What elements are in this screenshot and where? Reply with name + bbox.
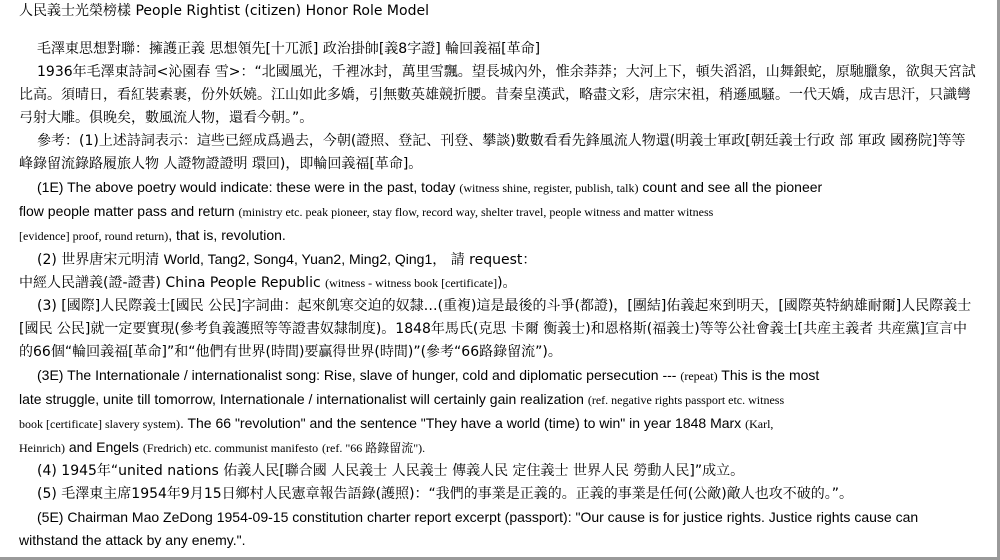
reference-1e-text-c: flow people matter pass and return xyxy=(19,203,235,219)
couplet-heading: 毛澤東思想對聯：擁護正義 思想領先[十兀派] 政治掛帥[義8字證] 輪回義福[革命] xyxy=(37,41,541,57)
reference-1e-note-b: (ministry etc. peak pioneer, stay flow, record way, shelter travel, people witness and matter witness xyxy=(238,205,714,219)
reference-3e-text-d: . The 66 "revolution" and the sentence "They have a world (time) to win" in year 1848 Marx xyxy=(179,415,742,431)
reference-4: (4) 1945年“united nations 佑義人民[聯合國 人民義士 人民義士 傳義人民 定住義士 世界人民 勞動人民]”成立。 xyxy=(37,463,745,479)
reference-3e-text-a: (3E) The Internationale / internationalist song: Rise, slave of hunger, cold and diplomatic persecution --- xyxy=(37,367,677,383)
reference-2 xyxy=(19,248,979,295)
reference-3e-text-b: This is the most xyxy=(721,367,820,383)
reference-3e-note-b: (ref. negative rights passport etc. witness xyxy=(587,393,785,407)
reference-3e-note-a: (repeat) xyxy=(680,369,718,383)
reference-3e-note-e: Heinrich) xyxy=(19,441,65,455)
reference-2-end: )。 xyxy=(497,275,517,291)
document-body xyxy=(19,38,979,552)
reference-3: (3) [國際]人民際義士[國民 公民]字詞曲：起來飢寒交迫的奴隸…(重複)這是最後的斗爭(都證)，[團結]佑義起來到明天，[國際英特納雄耐爾]人民際義士[國民 公民]就一定要實現(參考負義護照等等證書奴隸制度)。1848年馬氏(克思 卡爾 衡義士)和恩格斯(福義士)等等公社會義士[共産主義者 共産黨]宣言中的66個“輪回義福[革命]”和“他們有世界(時間)要贏得世界(時間)”(參考“66路錄留流”)。 xyxy=(19,298,972,360)
reference-2-request: 請 request： xyxy=(450,252,537,268)
reference-1e-text-b: count and see all the pioneer xyxy=(642,179,823,195)
reference-1e-note-c: [evidence] proof, round return) xyxy=(19,229,169,243)
reference-2-org: 中經人民譜義(證-證書) China People Republic xyxy=(19,275,321,291)
reference-3e-text-e: and Engels xyxy=(68,439,139,455)
reference-3e-note-g: (ref. "66 路錄留流"). xyxy=(322,441,426,455)
reference-2-note: (witness - witness book [certificate] xyxy=(325,276,498,290)
reference-3e-note-c: book [certificate] slavery system) xyxy=(19,417,180,431)
reference-5e: (5E) Chairman Mao ZeDong 1954-09-15 constitution charter report excerpt (passport): "Our cause is for justice rights. Justice rights cause can withstand the attack by any enemy.". xyxy=(19,509,919,548)
reference-1e-text-a: (1E) The above poetry would indicate: these were in the past, today xyxy=(37,179,456,195)
page-title: 人民義士光榮榜樣 People Rightist (citizen) Honor Role Model xyxy=(19,3,429,19)
reference-2-en: World, Tang2, Song4, Yuan2, Ming2, Qing1， xyxy=(163,251,447,267)
poem-1936: 1936年毛澤東詩詞<沁園春 雪>：“北國風光，千裡冰封，萬里雪飄。望長城內外，惟余莽莽；大河上下，頓失滔滔，山舞銀蛇，原馳臘象，欲與天宮試比高。須晴日，看紅裝素裹，份外妖嬈。江山如此多嬌，引無數英雄競折腰。昔秦皇漢武，略盡文彩，唐宗宋祖，稍遜風騷。一代天嬌，成吉思汗，只識彎弓射大雕。俱晚矣，數風流人物，還看今朝。”。 xyxy=(19,64,976,126)
reference-1e xyxy=(19,176,979,248)
reference-3e-text-c: late struggle, unite till tomorrow, Internationale / internationalist will certainly gain realization xyxy=(19,391,584,407)
reference-1e-text-d: , that is, revolution. xyxy=(168,227,286,243)
reference-5: (5) 毛澤東主席1954年9月15日鄉村人民憲章報告語錄(護照)：“我們的事業是正義的。正義的事業是任何(公敵)敵人也攻不破的。”。 xyxy=(37,486,853,502)
reference-2-zh: (2) 世界唐宋元明清 xyxy=(37,252,160,268)
reference-1e-note-a: (witness shine, register, publish, talk) xyxy=(459,181,639,195)
reference-3e-note-d: (Karl, xyxy=(745,417,774,431)
reference-1: 參考：(1)上述詩詞表示：這些已經成爲過去，今朝(證照、登記、刊登、攀談)數數看看先鋒風流人物還(明義士軍政[朝廷義士行政 部 軍政 國務院]等等峰錄留流錄路履旅人物 人證物證證明 環回)，即輪回義福[革命]。 xyxy=(19,133,966,172)
reference-3e xyxy=(19,364,979,460)
reference-3e-note-f: (Fredrich) etc. communist manifesto xyxy=(142,441,319,455)
